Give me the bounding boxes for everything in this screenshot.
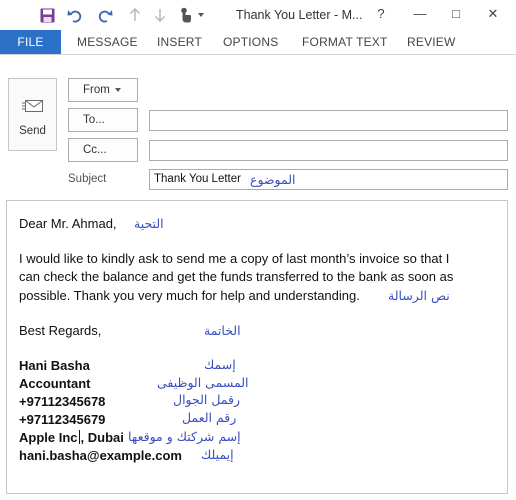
tab-file[interactable]: FILE [0,30,61,54]
closing: Best Regards, [19,323,102,338]
tab-format-text[interactable]: FORMAT TEXT [302,35,388,49]
closing-note: الخاتمة [204,323,241,338]
paragraph-note: نص الرسالة [388,288,450,303]
signature-work-note: رقم العمل [182,410,237,425]
signature-name: Hani Basha [19,358,90,373]
cc-field[interactable] [149,140,508,161]
signature-title-note: المسمى الوظيفى [157,375,249,390]
signature-title: Accountant [19,376,91,391]
greeting-note: التحية [134,216,164,231]
signature-company-name: Apple Inc [19,430,78,445]
paragraph-line-2: can check the balance and get the funds transferred to the bank as soon as [19,269,454,284]
subject-value: Thank You Letter [154,173,241,185]
to-field[interactable] [149,110,508,131]
minimize-button[interactable]: — [413,6,427,21]
signature-work: +97112345679 [19,412,106,427]
save-icon[interactable] [38,6,56,24]
title-bar [0,0,516,30]
signature-company-note: إسم شركتك و موقعها [128,429,241,444]
signature-company [19,430,124,445]
tab-review[interactable]: REVIEW [407,35,456,49]
help-button[interactable]: ? [377,6,385,21]
signature-email: hani.basha@example.com [19,448,182,463]
touch-mode-icon[interactable] [177,6,193,24]
redo-icon[interactable] [96,6,114,24]
subject-note: الموضوع [250,172,296,187]
tab-options[interactable]: OPTIONS [223,35,279,49]
subject-field[interactable] [149,169,508,190]
down-arrow-icon[interactable] [153,6,167,24]
to-label: To... [83,114,105,126]
cc-button[interactable] [68,138,138,162]
window-title: Thank You Letter - M... [236,8,363,22]
text-cursor [79,430,80,444]
close-button[interactable]: ✕ [487,6,499,21]
signature-name-note: إسمك [204,357,236,372]
send-envelope-icon [22,94,44,121]
tab-message[interactable]: MESSAGE [77,35,138,49]
message-header [0,56,516,195]
customize-qat-icon[interactable] [195,6,207,24]
send-label: Send [19,125,46,137]
paragraph-line-1: I would like to kindly ask to send me a copy of last month’s invoice so that I [19,251,450,266]
paragraph-line-3: possible. Thank you very much for help and understanding. [19,288,360,303]
cc-label: Cc... [83,144,107,156]
maximize-button[interactable]: □ [452,6,460,21]
greeting: Dear Mr. Ahmad, [19,216,117,231]
from-label: From [83,84,110,96]
to-button[interactable] [68,108,138,132]
message-body[interactable] [6,200,508,494]
signature-mobile: +97112345678 [19,394,106,409]
signature-company-city: , Dubai [80,430,124,445]
chevron-down-icon [115,88,121,92]
from-button[interactable] [68,78,138,102]
tab-insert[interactable]: INSERT [157,35,202,49]
signature-mobile-note: رقمل الجوال [173,392,241,407]
subject-label: Subject [68,173,107,185]
up-arrow-icon[interactable] [128,6,142,24]
ribbon-tabs [0,30,516,55]
undo-icon[interactable] [66,6,84,24]
signature-email-note: إيميلك [201,447,234,462]
send-button[interactable] [8,78,57,151]
